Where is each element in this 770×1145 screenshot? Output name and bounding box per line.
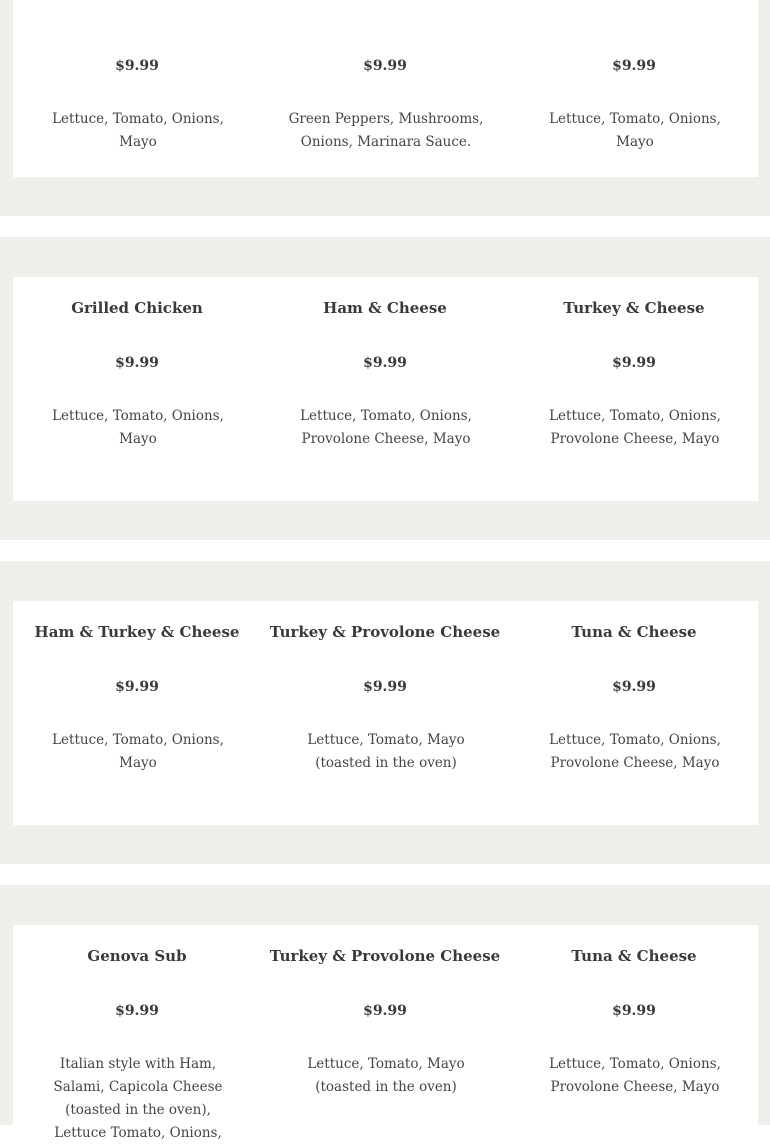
menu-item <box>261 277 509 501</box>
menu-item-price: $9.99 <box>115 679 159 695</box>
menu-item-description: Lettuce, Tomato, Onions, Provolone Cheese, Mayo <box>549 732 721 771</box>
menu-item <box>13 601 261 825</box>
menu-item-name: Tuna & Cheese <box>571 623 697 641</box>
menu-item-price: $9.99 <box>363 679 407 695</box>
menu-item <box>510 277 758 501</box>
menu-item-price: $9.99 <box>363 355 407 371</box>
menu-item-price: $9.99 <box>115 58 159 74</box>
menu-card <box>13 925 758 1141</box>
menu-item <box>13 925 261 1141</box>
menu-item-price: $9.99 <box>115 1003 159 1019</box>
menu-item-name: Turkey & Provolone Cheese <box>269 947 501 965</box>
menu-item-description: Lettuce, Tomato, Onions, Mayo <box>549 111 721 150</box>
menu-item-name: Ham & Cheese <box>323 299 447 317</box>
menu-item-description: Lettuce, Tomato, Mayo (toasted in the oven) <box>307 732 465 771</box>
menu-item <box>13 277 261 501</box>
menu-item-description: Lettuce, Tomato, Onions, Provolone Cheese, Mayo <box>300 408 472 447</box>
menu-item-price: $9.99 <box>612 355 656 371</box>
menu-item-price: $9.99 <box>363 1003 407 1019</box>
menu-item-description: Lettuce, Tomato, Onions, Provolone Cheese, Mayo <box>549 408 721 447</box>
menu-item-description: Italian style with Ham, Salami, Capicola Cheese (toasted in the oven), Lettuce Tomato, Onions, <box>53 1056 223 1141</box>
menu-card <box>13 0 758 177</box>
menu-item-description: Lettuce, Tomato, Onions, Mayo <box>52 111 224 150</box>
menu-item-description: Lettuce, Tomato, Onions, Provolone Cheese, Mayo <box>549 1056 721 1095</box>
menu-item-name: Tuna & Cheese <box>571 947 697 965</box>
menu-item-name: Ham & Turkey & Cheese <box>34 623 240 641</box>
menu-item-price: $9.99 <box>363 58 407 74</box>
menu-item <box>261 0 509 177</box>
menu-item-description: Lettuce, Tomato, Onions, Mayo <box>52 732 224 771</box>
menu-card <box>13 601 758 825</box>
menu-item <box>510 925 758 1125</box>
menu-item <box>510 601 758 825</box>
menu-item <box>261 925 509 1125</box>
menu-item-description: Lettuce, Tomato, Mayo (toasted in the oven) <box>307 1056 465 1095</box>
menu-item-name: Grilled Chicken <box>71 299 203 317</box>
menu-item-price: $9.99 <box>612 58 656 74</box>
menu-card <box>13 277 758 501</box>
menu-item-description: Lettuce, Tomato, Onions, Mayo <box>52 408 224 447</box>
menu-item-description: Green Peppers, Mushrooms, Onions, Marinara Sauce. <box>288 111 484 150</box>
menu-item <box>13 0 261 177</box>
menu-item-name: Genova Sub <box>87 947 187 965</box>
menu-item-name: Turkey & Provolone Cheese <box>269 623 501 641</box>
menu-item-name: Turkey & Cheese <box>563 299 705 317</box>
menu-item <box>510 0 758 177</box>
menu-item-price: $9.99 <box>612 679 656 695</box>
menu-item <box>261 601 509 825</box>
menu-item-price: $9.99 <box>612 1003 656 1019</box>
menu-item-price: $9.99 <box>115 355 159 371</box>
